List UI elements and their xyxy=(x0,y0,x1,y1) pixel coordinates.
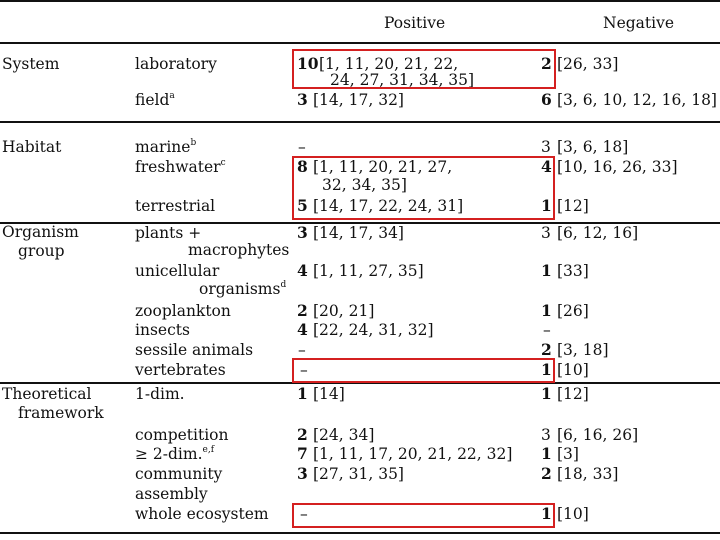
footnote-mark: a xyxy=(169,91,175,101)
row-label: laboratory xyxy=(135,55,217,73)
header-rule xyxy=(0,42,720,44)
negative-count: 1 xyxy=(541,261,552,280)
row-label-cont: assembly xyxy=(135,485,208,503)
row-label: whole ecosystem xyxy=(135,505,269,523)
positive-refs: [14] xyxy=(313,385,345,403)
positive-refs-cont: 24, 27, 31, 34, 35] xyxy=(330,71,475,89)
footnote-mark: b xyxy=(190,138,197,148)
row-label: insects xyxy=(135,321,190,339)
negative-refs: [6, 12, 16] xyxy=(557,224,639,242)
row-label: ≥ 2-dim.$^{e,f}$ xyxy=(135,445,215,463)
positive-refs: [14, 17, 34] xyxy=(313,224,404,242)
negative-refs: [33] xyxy=(557,262,589,280)
positive-refs: [1, 11, 17, 20, 21, 22, 32] xyxy=(313,445,513,463)
positive-refs: [22, 24, 31, 32] xyxy=(313,321,434,339)
row-label: vertebrates xyxy=(135,361,226,379)
row-label: unicellular xyxy=(135,262,220,280)
header-negative: Negative xyxy=(603,14,675,32)
positive-count: 3 xyxy=(297,90,308,109)
category-habitat: Habitat xyxy=(2,138,62,156)
negative-refs: [6, 16, 26] xyxy=(557,426,639,444)
row-label: terrestrial xyxy=(135,197,216,215)
positive-dash: – xyxy=(298,138,306,156)
positive-count: 7 xyxy=(297,444,308,463)
negative-count: 2 xyxy=(541,54,552,73)
positive-refs: [20, 21] xyxy=(313,302,375,320)
positive-refs: [14, 17, 22, 24, 31] xyxy=(313,197,464,215)
row-label: 1-dim. xyxy=(135,385,185,403)
negative-refs: [3] xyxy=(557,445,579,463)
positive-count: 3 xyxy=(297,464,308,483)
positive-refs: [1, 11, 20, 21, 27, xyxy=(313,158,453,176)
negative-count: 2 xyxy=(541,464,552,483)
negative-refs: [10] xyxy=(557,505,589,523)
category-system: System xyxy=(2,55,60,73)
top-rule xyxy=(0,0,720,2)
highlight-box-laboratory xyxy=(292,49,556,89)
row-label: plants + xyxy=(135,224,202,242)
negative-count: 2 xyxy=(541,340,552,359)
row-label: field$^a$ xyxy=(135,91,175,109)
positive-count: 4 xyxy=(297,261,308,280)
positive-count: 2 xyxy=(297,425,308,444)
negative-refs: [10] xyxy=(557,361,589,379)
row-label: community xyxy=(135,465,223,483)
positive-refs: [14, 17, 32] xyxy=(313,91,404,109)
positive-count: 5 xyxy=(297,196,308,215)
positive-refs-cont: 32, 34, 35] xyxy=(322,176,407,194)
positive-refs: [27, 31, 35] xyxy=(313,465,404,483)
negative-count: 1 xyxy=(541,196,552,215)
negative-refs: [26, 33] xyxy=(557,55,619,73)
positive-count: 8 xyxy=(297,157,308,176)
negative-count: 1 xyxy=(541,444,552,463)
positive-count: 2 xyxy=(297,301,308,320)
negative-refs: [12] xyxy=(557,385,589,403)
negative-count: 3 xyxy=(541,138,551,156)
negative-dash: – xyxy=(543,321,551,339)
negative-count: 1 xyxy=(541,504,552,523)
row-label: marine$^b$ xyxy=(135,138,197,156)
bottom-rule xyxy=(0,532,720,534)
row-label: freshwater$^c$ xyxy=(135,158,226,176)
positive-refs: [1, 11, 27, 35] xyxy=(313,262,424,280)
negative-count: 1 xyxy=(541,360,552,379)
positive-count: 1 xyxy=(297,384,308,403)
row-label-cont: macrophytes xyxy=(188,241,290,259)
highlight-box-habitat xyxy=(292,156,555,220)
negative-refs: [3, 6, 10, 12, 16, 18] xyxy=(557,91,717,109)
category-organism-cont: group xyxy=(18,242,65,260)
negative-count: 3 xyxy=(541,426,551,444)
positive-dash: – xyxy=(300,505,308,523)
negative-refs: [3, 18] xyxy=(557,341,609,359)
positive-dash: – xyxy=(298,341,306,359)
category-organism: Organism xyxy=(2,223,79,241)
negative-refs: [12] xyxy=(557,197,589,215)
negative-refs: [3, 6, 18] xyxy=(557,138,629,156)
category-theory-cont: framework xyxy=(18,404,104,422)
system-rule xyxy=(0,121,720,123)
positive-count: 10 xyxy=(297,54,319,73)
row-label: sessile animals xyxy=(135,341,254,359)
positive-refs: [1, 11, 20, 21, 22, xyxy=(319,55,459,73)
category-theory: Theoretical xyxy=(2,385,92,403)
negative-count: 4 xyxy=(541,157,552,176)
positive-refs: [24, 34] xyxy=(313,426,375,444)
positive-count: 4 xyxy=(297,320,308,339)
negative-refs: [18, 33] xyxy=(557,465,619,483)
header-positive: Positive xyxy=(384,14,446,32)
row-label: zooplankton xyxy=(135,302,231,320)
negative-count: 3 xyxy=(541,224,551,242)
negative-refs: [10, 16, 26, 33] xyxy=(557,158,678,176)
highlight-box-vertebrates xyxy=(292,358,555,383)
positive-count: 3 xyxy=(297,223,308,242)
footnote-mark: e,f xyxy=(202,445,215,455)
negative-count: 1 xyxy=(541,384,552,403)
negative-count: 1 xyxy=(541,301,552,320)
footnote-mark: d xyxy=(280,280,287,290)
row-label-cont: organisms$^d$ xyxy=(199,280,287,298)
footnote-mark: c xyxy=(220,158,226,168)
negative-count: 6 xyxy=(541,90,552,109)
negative-refs: [26] xyxy=(557,302,589,320)
positive-dash: – xyxy=(300,361,308,379)
row-label: competition xyxy=(135,426,229,444)
highlight-box-ecosystem xyxy=(292,503,555,528)
